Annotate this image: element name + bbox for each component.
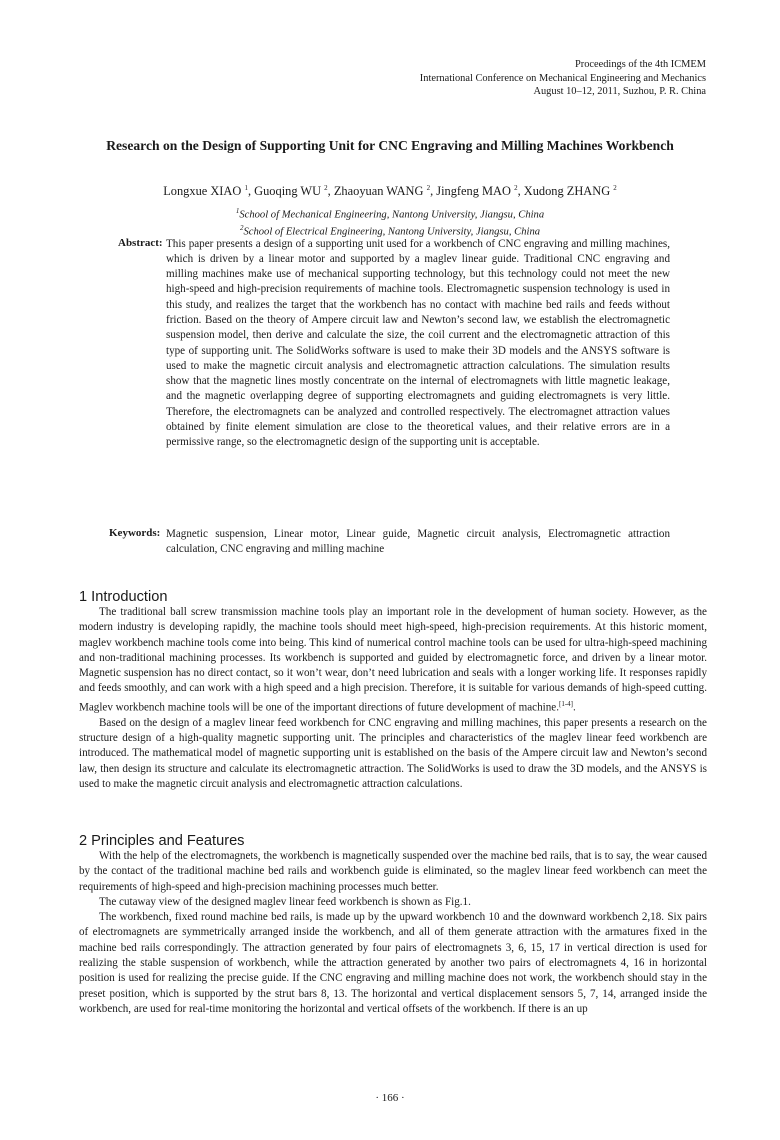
author-affiliation-mark: 2	[324, 184, 328, 192]
affiliation-mark: 2	[239, 224, 244, 233]
paper-title: Research on the Design of Supporting Unit for CNC Engraving and Milling Machines Workbench	[106, 138, 674, 153]
author-affiliation-mark: 2	[426, 184, 431, 192]
section-principles-body	[79, 849, 707, 1017]
affiliation-text: School of Electrical Engineering, Nantong University, Jiangsu, China	[243, 226, 541, 238]
abstract-label: Abstract:	[118, 237, 163, 249]
paragraph: The cutaway view of the designed maglev linear feed workbench is shown as Fig.1.	[99, 895, 471, 908]
paragraph: Based on the design of a maglev linear feed workbench for CNC engraving and milling machines, this paper presents a research on the structure design of a high-quality magnetic supporting unit. The principles and characteristics of the maglev linear feed workbench are introduced. The mathematical model of magnetic supporting unit is established on the basis of the Ampere circuit law and Newton’s second law, then design its structure and calculate its electromagnetic attraction. The SolidWorks is used to draw the 3D models, and the ANSYS is used to make the magnetic circuit analysis and electromagnetic attraction calculations.	[79, 716, 707, 790]
paragraph-end: .	[572, 701, 576, 714]
proceedings-line-3: August 10–12, 2011, Suzhou, P. R. China	[533, 86, 706, 98]
author-list: Longxue XIAO $^1$, Guoqing WU $^2$, Zhaoyuan WANG $^2$, Jingfeng MAO $^2$, Xudong ZHANG $^2$	[163, 184, 617, 199]
keywords-label: Keywords:	[109, 527, 161, 539]
paragraph-text: The traditional ball screw transmission machine tools play an important role in the development of human society. However, as the modern industry is developing rapidly, the machine tools should meet high-speed, high-precision requirements. At this historic moment, maglev workbench machine tools come into being. This kind of numerical control machine tools can be used for ultra-high-speed machining and non-traditional machining processes. Its workbench is supported and guided by electromagnetic force, and driven by a linear motor. Magnetic suspension has no direct contact, so it won’t wear, don’t need lubrication and seals with a longer working life. It responses rapidly and feeds smoothly, and can work with a high speed and a high precision. Therefore, it is suitable for various demands of high-speed cutting. Maglev workbench machine tools will be one of the important directions of future development of machine.	[79, 606, 707, 714]
author-affiliation-mark: 2	[613, 184, 617, 192]
section-heading-introduction: 1 Introduction	[79, 589, 168, 605]
affiliation-text: School of Mechanical Engineering, Nantong University, Jiangsu, China	[239, 209, 545, 221]
affiliation-1	[100, 205, 680, 222]
proceedings-line-2: International Conference on Mechanical Engineering and Mechanics	[419, 72, 706, 84]
author-name: Guoqing WU	[254, 184, 322, 199]
section-introduction-body	[79, 605, 707, 792]
page-number: · 166 ·	[375, 1092, 405, 1104]
proceedings-line-1: Proceedings of the 4th ICMEM	[574, 59, 706, 70]
affiliation-mark: 1	[235, 207, 240, 215]
citation: [1-4]	[558, 699, 573, 708]
keywords-text: Magnetic suspension, Linear motor, Linear guide, Magnetic circuit analysis, Electromagnetic attraction calculation, CNC engraving and milling machine	[166, 527, 670, 555]
author-affiliation-mark: 2	[514, 184, 518, 192]
section-heading-principles: 2 Principles and Features	[79, 833, 245, 849]
paragraph: With the help of the electromagnets, the workbench is magnetically suspended over the machine bed rails, that is to say, the wear caused by the contact of the traditional machine bed rails and workbench guide is eliminated, so the maglev linear feed workbench can meet the requirements of high-speed and high-precision machining processes much better.	[79, 850, 707, 893]
author-name: Xudong ZHANG	[523, 184, 611, 199]
abstract-text: This paper presents a design of a supporting unit used for a workbench of CNC engraving and milling machines, which is driven by a linear motor and supported by a maglev linear guide. Traditional CNC engraving and milling machines make use of mechanical supporting technology, but this technology could not meet the new high-speed and high-precision requirements of machine tools. Electromagnetic suspension technology is used in this study, and realizes the target that the workbench has no contact with machine bed rails and feeds without friction. Based on the theory of Ampere circuit law and Newton’s second law, we establish the electromagnetic suspension model, then derive and calculate the size, the coil current and the electromagnetic attraction of this type of supporting unit. The SolidWorks software is used to make their 3D models and the ANSYS software is used to make the magnetic circuit analysis and electromagnetic attraction calculations. The simulation results show that the magnetic lines mostly concentrate on the internal of electromagnets with little magnetic leakage, and the magnetic overlapping degree of supporting electromagnets and guiding electromagnets is very little. Therefore, the electromagnets can be analyzed and controlled respectively. The electromagnet attraction values obtained by finite element simulation are close to the theoretical values, and their relative errors are in a permissive range, so the electromagnetic design of the supporting unit is acceptable.	[166, 237, 670, 449]
author-affiliation-mark: 1	[244, 184, 248, 192]
author-name: Zhaoyuan WANG	[333, 184, 424, 199]
proceedings-header	[420, 58, 706, 99]
affiliations	[100, 205, 680, 239]
author-name: Jingfeng MAO	[436, 184, 511, 199]
paragraph	[79, 605, 707, 716]
paragraph: The workbench, fixed round machine bed rails, is made up by the upward workbench 10 and the downward workbench 2,18. Six pairs of electromagnets are symmetrically arranged inside the workbench, and all of them generate attraction with the armatures fixed in the machine bed rails correspondingly. The attraction generated by four pairs of electromagnets 3, 6, 15, 17 in vertical direction is used for realizing the stable suspension of workbench, while the attraction generated by another two pairs of electromagnets 4, 16 in horizontal position is used for realizing the precise guide. If the CNC engraving and milling machine does not work, the workbench should stay in the preset position, which is supported by the strut bars 8, 13. The horizontal and vertical displacement sensors 5, 7, 14, arranged inside the workbench, are used for real-time monitoring the horizontal and vertical offsets of the workbench. If there is an up	[79, 911, 707, 1015]
author-name: Longxue XIAO	[163, 184, 242, 199]
